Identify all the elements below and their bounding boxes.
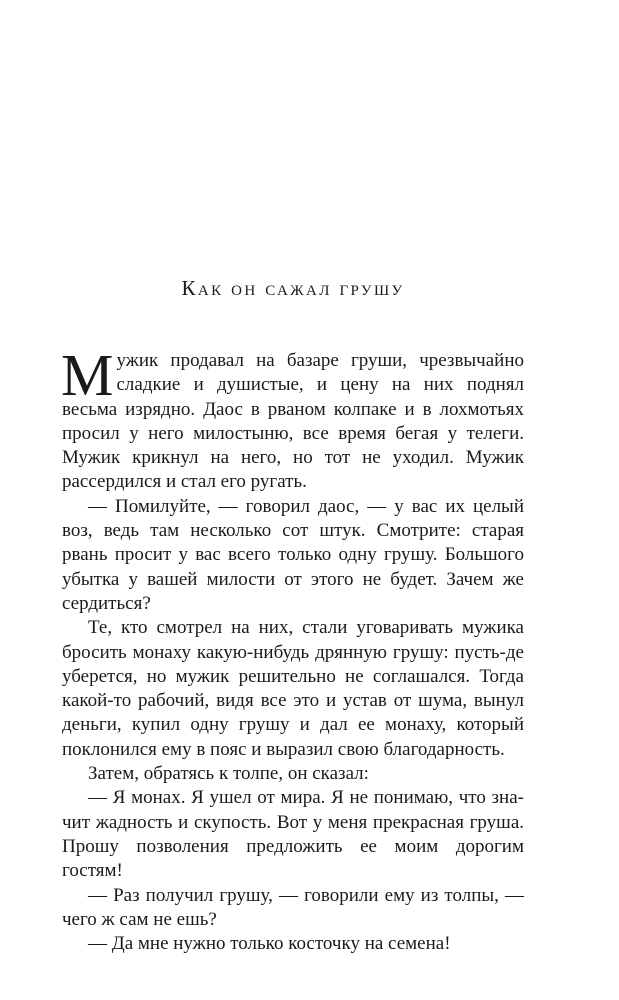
body-text xyxy=(61,342,524,956)
paragraph-4: Затем, обратясь к толпе, он сказал: xyxy=(88,763,369,785)
paragraph-3: Те, кто смотрел на них, стали уговаривать мужика бросить монаху какую-нибудь дрянную грушу: пусть-де уберется, но мужик решительно не соглашался. Тогда какой-то рабочий, видя все это и устав от шума, вынул деньги, купил одну грушу и дал ее монаху, который поклонился ему в пояс и выразил свою благодарность. xyxy=(62,617,524,760)
paragraph-6: — Раз получил грушу, — говорили ему из толпы, — чего ж сам не ешь? xyxy=(62,884,524,930)
paragraph-1 xyxy=(61,342,524,495)
paragraph-2: — Помилуйте, — говорил даос, — у вас их целый воз, ведь там несколько сот штук. Смотрите: старая рвань просит у вас всего только одну грушу. Большого убытка у вашей милости от этого не будет. Зачем же сердиться? xyxy=(62,495,524,614)
paragraph-5: — Я монах. Я ушел от мира. Я не понимаю, что значит жадность и скупость. Вот у меня прекрасная груша. Прошу позволения предложить ее моим дорогим гостям! xyxy=(62,787,524,882)
paragraph-1-text: ужик продавал на базаре груши, чрезвычайно сладкие и душистые, и цену на них поднял весьма изрядно. Даос в рваном колпаке и в лохмотьях просил у него милостыню, все время бегая у телеги. Мужик крикнул на него, но тот не уходил. Мужик рассердился и стал его ругать. xyxy=(62,350,524,493)
paragraph-7: — Да мне нужно только косточку на семена! xyxy=(88,933,451,955)
drop-cap: М xyxy=(61,342,114,408)
book-page xyxy=(62,0,524,1000)
chapter-title: Как он сажал грушу xyxy=(181,276,405,300)
